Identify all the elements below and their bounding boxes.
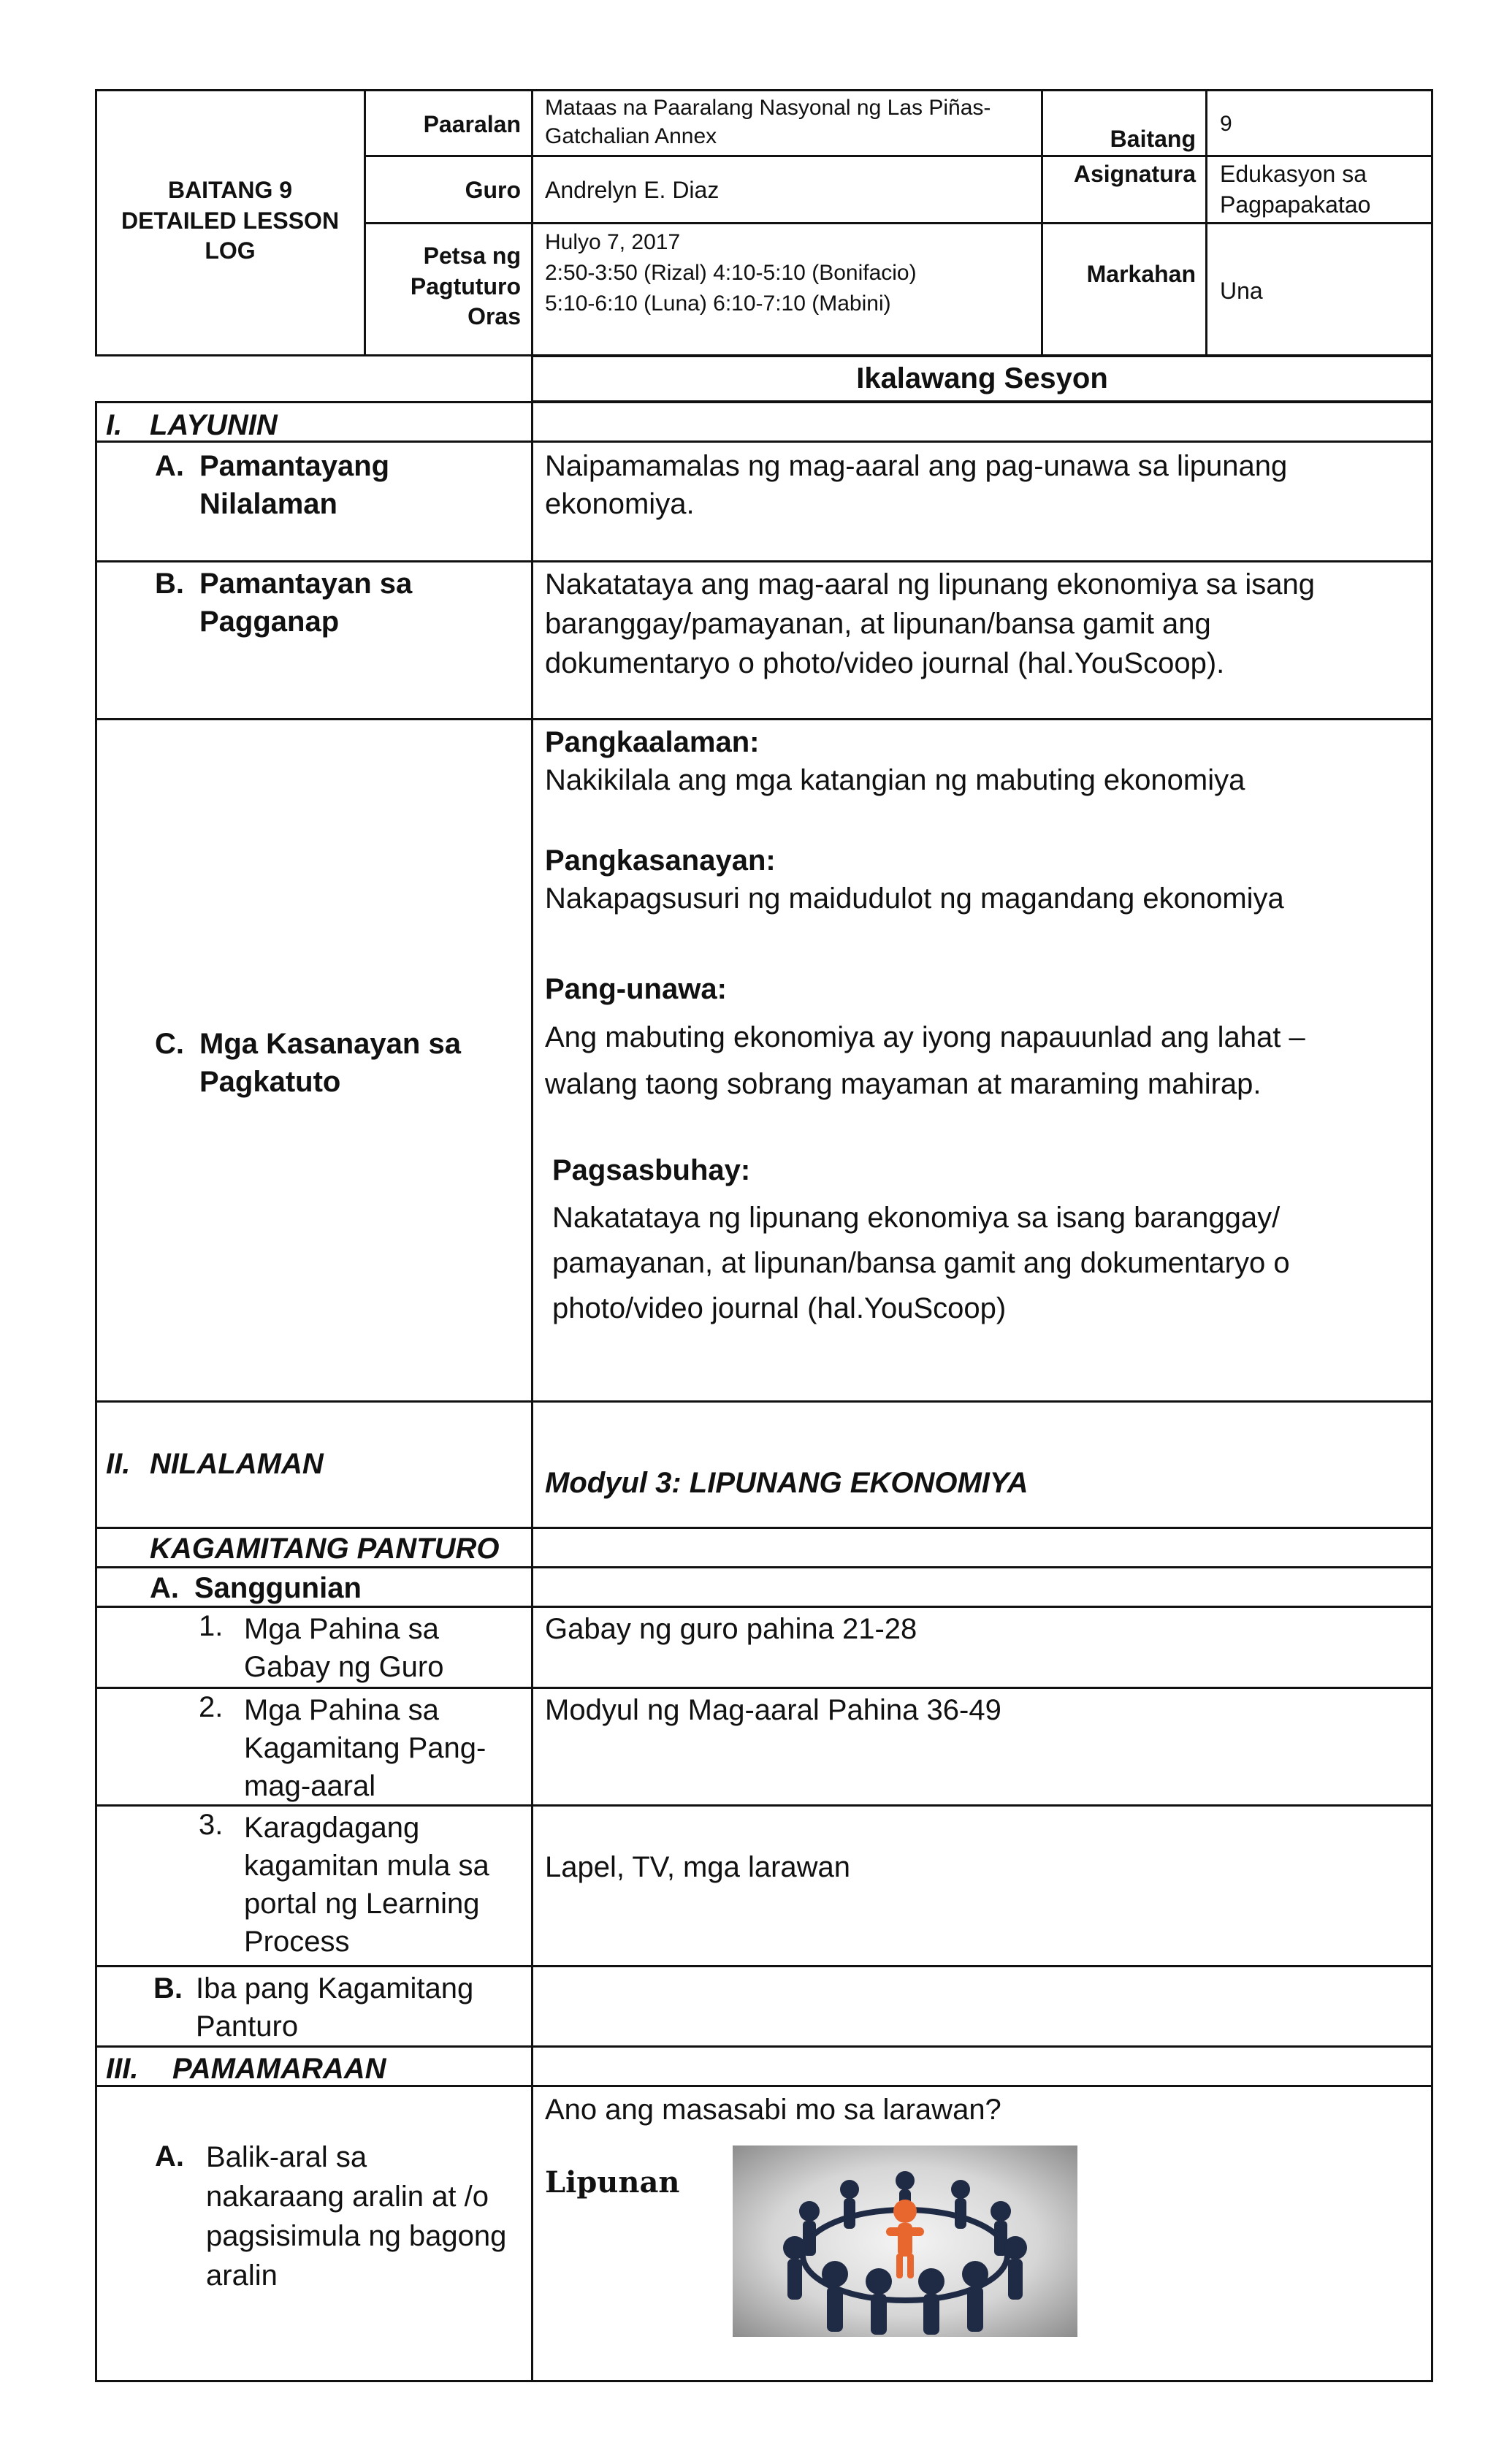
- row-line: [95, 1527, 1433, 1529]
- pangkaalaman-label: Pangkaalaman:: [545, 726, 760, 758]
- layunin-c-letter: C.: [155, 1028, 184, 1060]
- pangkasanayan-text: Nakapagsusuri ng maidudulot ng magandang ekonomiya: [545, 882, 1284, 915]
- item-label: Mga Pahina sa Kagamitang Pang-mag-aaral: [244, 1694, 486, 1802]
- item-label: Mga Pahina sa Gabay ng Guro: [244, 1613, 444, 1683]
- pagsasbuhay-text: Nakatataya ng lipunang ekonomiya sa isang baranggay/ pamayanan, at lipunan/bansa gamit ang dokumentaryo o photo/video journal (hal.YouScoop): [552, 1202, 1290, 1324]
- guro-label: Guro: [465, 177, 521, 203]
- nilalaman-number: II.: [106, 1448, 131, 1480]
- layunin-b-letter: B.: [155, 568, 184, 600]
- item-number: 3.: [199, 1809, 224, 1841]
- balik-aral-label: Balik-aral sa nakaraang aralin at /o pagsisimula ng bagong aralin: [206, 2141, 507, 2292]
- petsa-line2: 2:50-3:50 (Rizal) 4:10-5:10 (Bonifacio): [545, 261, 917, 285]
- header-divider: [364, 155, 1433, 157]
- petsa-label: Petsa ng Pagtuturo Oras: [410, 243, 521, 330]
- item-value: Modyul ng Mag-aaral Pahina 36-49: [545, 1694, 1001, 1726]
- row-line: [95, 440, 1433, 443]
- pamamaraan-heading: PAMAMARAAN: [172, 2053, 386, 2085]
- picture-question: Ano ang masasabi mo sa larawan?: [545, 2094, 1001, 2126]
- row-line: [95, 2045, 1433, 2048]
- markahan-label: Markahan: [1086, 261, 1196, 287]
- pamamaraan-number: III.: [106, 2053, 139, 2085]
- petsa-line3: 5:10-6:10 (Luna) 6:10-7:10 (Mabini): [545, 291, 891, 316]
- iba-pang-label: Iba pang Kagamitang Panturo: [196, 1972, 474, 2042]
- modyul-title: Modyul 3: LIPUNANG EKONOMIYA: [545, 1467, 1028, 1499]
- row-line: [95, 1400, 1433, 1403]
- kagamitan-heading: KAGAMITANG PANTURO: [150, 1533, 500, 1565]
- item-value: Gabay ng guro pahina 21-28: [545, 1613, 917, 1645]
- layunin-heading: LAYUNIN: [150, 409, 278, 441]
- row-line: [95, 718, 1433, 720]
- paaralan-value: Mataas na Paaralang Nasyonal ng Las Piñas-Gatchalian Annex: [545, 96, 991, 148]
- guro-value: Andrelyn E. Diaz: [545, 177, 720, 203]
- session-title: Ikalawang Sesyon: [856, 362, 1108, 394]
- sanggunian-label: Sanggunian: [194, 1572, 362, 1604]
- markahan-value: Una: [1220, 278, 1263, 304]
- layunin-c-label: Mga Kasanayan sa Pagkatuto: [199, 1028, 461, 1098]
- paaralan-label: Paaralan: [423, 111, 521, 137]
- lesson-log-title: BAITANG 9 DETAILED LESSON LOG: [121, 177, 340, 264]
- item-number: 1.: [199, 1610, 224, 1642]
- layunin-b-label: Pamantayan sa Pagganap: [199, 568, 413, 638]
- pangkasanayan-label: Pangkasanayan:: [545, 844, 776, 877]
- layunin-a-text: Naipamamalas ng mag-aaral ang pag-unawa sa lipunang ekonomiya.: [545, 450, 1288, 520]
- pangkaalaman-text: Nakikilala ang mga katangian ng mabuting ekonomiya: [545, 764, 1245, 796]
- row-line: [95, 1965, 1433, 1967]
- item-value: Lapel, TV, mga larawan: [545, 1851, 851, 1883]
- pang-unawa-text: Ang mabuting ekonomiya ay iyong napauunlad ang lahat – walang taong sobrang mayaman at maraming mahirap.: [545, 1021, 1305, 1100]
- layunin-number: I.: [106, 409, 123, 441]
- asignatura-value: Edukasyon sa Pagpapakatao: [1220, 161, 1371, 218]
- people-circle-icon: [733, 2145, 1077, 2337]
- petsa-line1: Hulyo 7, 2017: [545, 230, 681, 254]
- layunin-a-label: Pamantayang Nilalaman: [199, 450, 390, 520]
- row-line: [95, 1687, 1433, 1689]
- pang-unawa-label: Pang-unawa:: [545, 973, 727, 1005]
- baitang-value: 9: [1220, 112, 1232, 136]
- row-line: [95, 560, 1433, 562]
- asignatura-label: Asignatura: [1073, 161, 1196, 187]
- iba-pang-letter: B.: [153, 1972, 183, 2005]
- lipunan-label: Lipunan: [545, 2165, 680, 2200]
- layunin-b-text: Nakatataya ang mag-aaral ng lipunang ekonomiya sa isang baranggay/pamayanan, at lipunan/bansa gamit ang dokumentaryo o photo/video journal (hal.YouScoop).: [545, 568, 1316, 679]
- pagsasbuhay-label: Pagsasbuhay:: [552, 1154, 751, 1186]
- balik-aral-letter: A.: [155, 2140, 184, 2173]
- lipunan-image: [733, 2145, 1077, 2337]
- item-number: 2.: [199, 1691, 224, 1723]
- layunin-a-letter: A.: [155, 450, 184, 482]
- sanggunian-letter: A.: [150, 1572, 179, 1604]
- nilalaman-heading: NILALAMAN: [150, 1448, 324, 1480]
- item-label: Karagdagang kagamitan mula sa portal ng Learning Process: [244, 1812, 489, 1958]
- header-divider: [364, 222, 1433, 224]
- baitang-label: Baitang: [1110, 126, 1196, 152]
